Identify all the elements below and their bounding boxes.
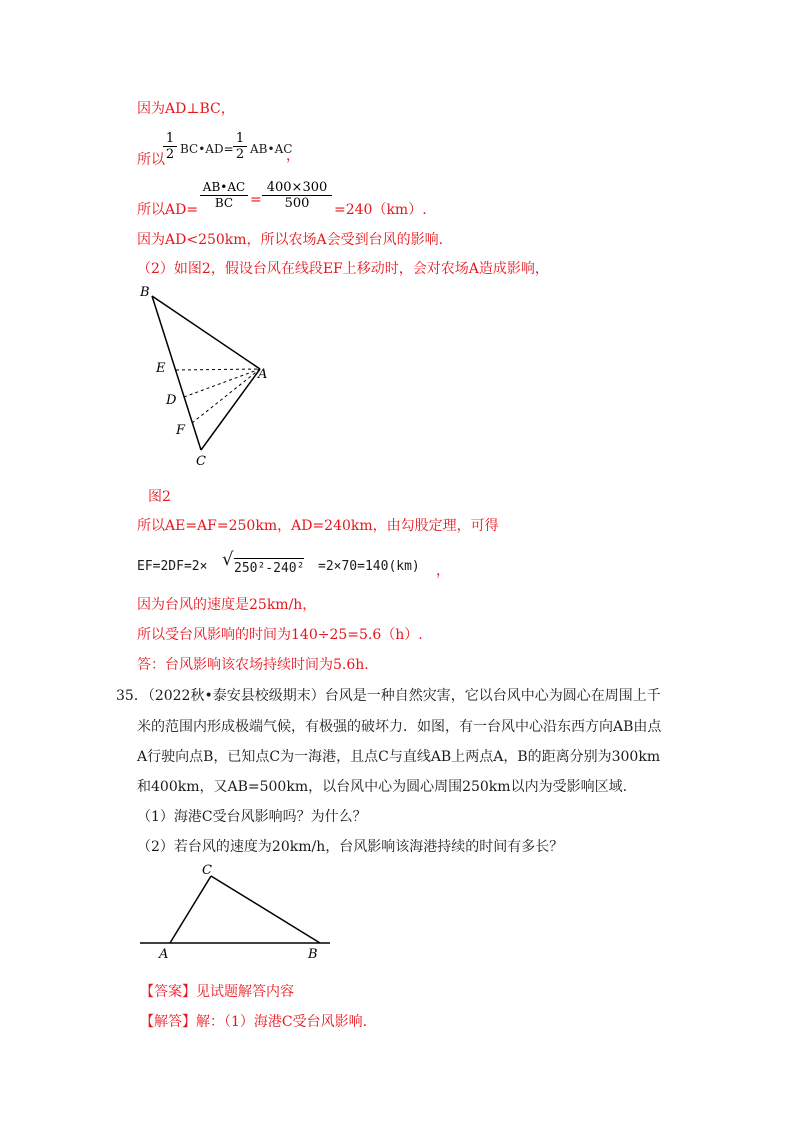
label-d: D <box>166 393 177 408</box>
fraction-half-1: $\frac{1}{2}$ <box>163 131 177 162</box>
text-ad-eq: 所以AD= <box>137 202 199 218</box>
question-35-line-2: 米的范围内形成极端气候，有极强的破坏力．如图，有一台风中心沿东西方向AB由点 <box>137 719 662 735</box>
sqrt-icon: √ <box>222 549 234 570</box>
figure-2-triangle <box>130 280 290 470</box>
figure-2-caption: 图2 <box>148 489 171 505</box>
solution-line-4: 因为AD<250km，所以农场A会受到台风的影响. <box>137 232 444 248</box>
label-a: A <box>159 947 169 962</box>
question-35-subq-2: （2）若台风的速度为20km/h，台风影响该海港持续的时间有多长？ <box>137 839 564 855</box>
label-c: C <box>202 863 212 878</box>
label-b: B <box>308 947 318 962</box>
solution-line-8: 因为台风的速度是25km/h， <box>137 597 317 613</box>
solution-line-10: 答：台风影响该农场持续时间为5.6h. <box>137 657 369 673</box>
fraction-half-2: $\frac{1}{2}$ <box>233 131 247 162</box>
solution-text: 解：（1）海港C受台风影响. <box>196 1014 368 1030</box>
label-f: F <box>176 423 186 438</box>
label-e: E <box>156 361 166 376</box>
sqrt-radicand: 250²-240² <box>234 558 304 578</box>
solution-tag: 【解答】 <box>140 1014 196 1030</box>
fraction-abac-bc: $\frac{AB•AC}{BC}$ <box>200 180 248 211</box>
answer-text: 见试题解答内容 <box>196 984 294 1000</box>
question-35-line-3: A行驶向点B，已知点C为一海港，且点C与直线AB上两点A，B的距离分别为300km <box>137 749 661 765</box>
label-a: A <box>258 367 268 382</box>
question-35-line-4: 和400km，又AB=500km，以台风中心为圆心周围250km以内为受影响区域. <box>137 779 628 795</box>
question-35-line-1: 35．（2022秋•泰安县校级期末）台风是一种自然灾害，它以台风中心为圆心在周围上千 <box>116 688 661 704</box>
fraction-400x300-500: $\frac{400\times 300}{500}$ <box>262 180 332 211</box>
comma: ， <box>286 148 300 164</box>
text-so: 所以 <box>137 152 165 168</box>
answer-tag: 【答案】 <box>140 984 196 1000</box>
label-c: C <box>196 454 206 469</box>
ef-expr-right: =2×70=140(km) <box>318 559 420 574</box>
expr-bc-ad: BC•AD= <box>180 142 234 156</box>
solution-line-1: 因为AD⊥BC， <box>137 101 235 117</box>
equals-sign: = <box>250 192 262 208</box>
solution-start-line <box>140 1013 367 1031</box>
solution-line-6: 所以AE=AF=250km，AD=240km，由勾股定理，可得 <box>137 518 499 534</box>
result-240: =240（km）. <box>334 202 427 218</box>
expr-ab-ac: AB•AC <box>250 142 293 156</box>
figure-3-triangle <box>135 858 335 963</box>
answer-line <box>140 983 294 1001</box>
question-35-subq-1: （1）海港C受台风影响吗？为什么？ <box>137 809 367 825</box>
ef-expr-left: EF=2DF=2× <box>137 559 208 574</box>
solution-line-5: （2）如图2，假设台风在线段EF上移动时，会对农场A造成影响， <box>137 261 549 277</box>
label-b: B <box>140 285 150 300</box>
solution-line-9: 所以受台风影响的时间为140÷25=5.6（h）. <box>137 627 423 643</box>
comma: ， <box>436 563 450 579</box>
